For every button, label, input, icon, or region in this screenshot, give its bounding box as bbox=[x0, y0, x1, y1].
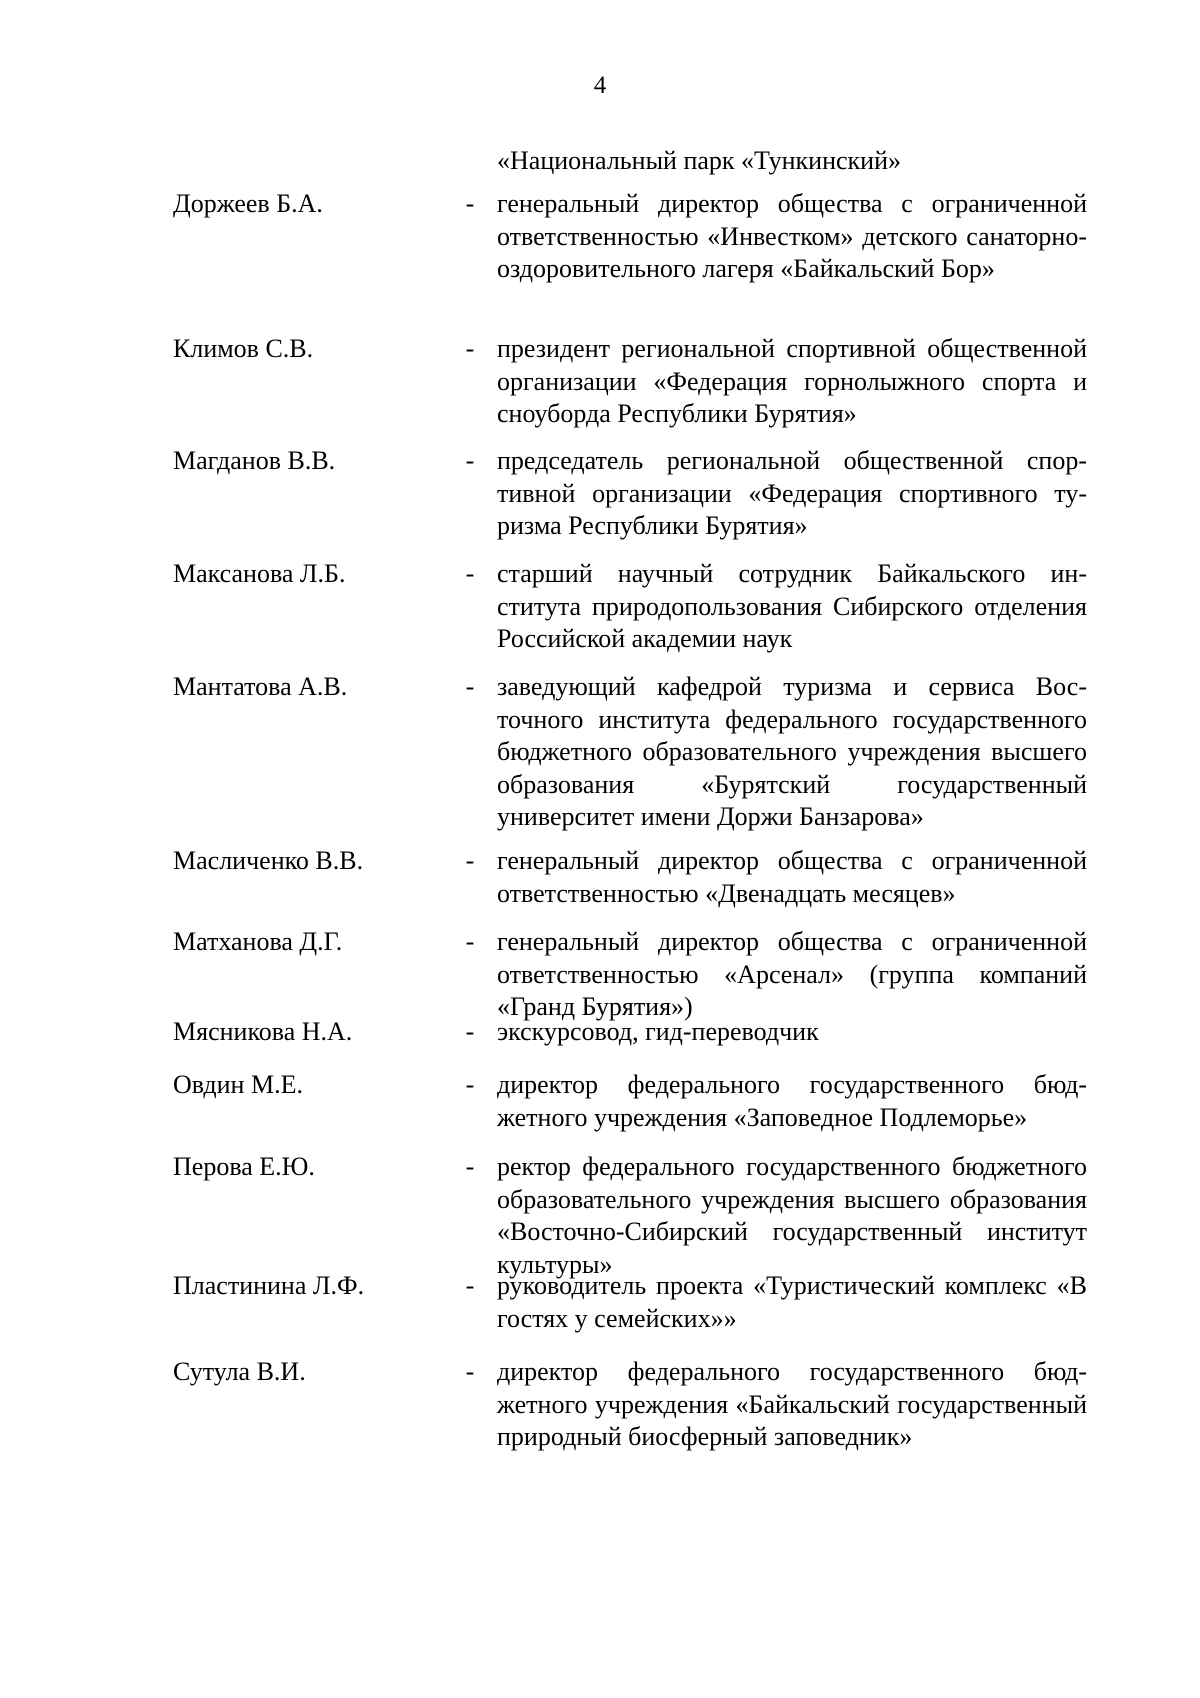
member-dash: - bbox=[465, 559, 475, 588]
member-dash: - bbox=[465, 1271, 475, 1300]
member-description: председатель региональной общественной спортивной организации «Федерация спортивного туризма Республики Бурятия» bbox=[497, 446, 1087, 540]
member-dash: - bbox=[465, 846, 475, 875]
member-description: генеральный директор общества с ограниченной ответственностью «Двенадцать месяцев» bbox=[497, 846, 1087, 908]
member-description: генеральный директор общества с ограниченной ответственностью «Арсенал» (группа компаний «Гранд Бурятия») bbox=[497, 927, 1087, 1021]
member-description: директор федерального государственного бюджетного учреждения «Байкальский государственный природный биосферный заповедник» bbox=[497, 1357, 1087, 1451]
member-name: Пластинина Л.Ф. bbox=[173, 1271, 365, 1300]
intro-text: «Национальный парк «Тункинский» bbox=[497, 146, 902, 175]
member-dash: - bbox=[465, 1152, 475, 1181]
member-name: Мантатова А.В. bbox=[173, 672, 348, 701]
member-description: старший научный сотрудник Байкальского института природопользования Сибирского отделения Российской академии наук bbox=[497, 559, 1087, 653]
member-name: Мясникова Н.А. bbox=[173, 1017, 353, 1046]
member-description: заведующий кафедрой туризма и сервиса Восточного института федерального государственного бюджетного образовательного учреждения высшего образования «Бурятский государственный университет имени Доржи Банзарова» bbox=[497, 672, 1087, 831]
member-name: Климов С.В. bbox=[173, 334, 314, 363]
member-dash: - bbox=[465, 189, 475, 218]
member-description: генеральный директор общества с ограниченной ответственностью «Инвестком» детского санаторно-оздоровительного лагеря «Байкальский Бор» bbox=[497, 189, 1087, 283]
page-number: 4 bbox=[593, 72, 607, 99]
member-name: Перова Е.Ю. bbox=[173, 1152, 315, 1181]
member-dash: - bbox=[465, 672, 475, 701]
member-name: Доржеев Б.А. bbox=[173, 189, 323, 218]
member-dash: - bbox=[465, 334, 475, 363]
member-name: Матханова Д.Г. bbox=[173, 927, 343, 956]
member-dash: - bbox=[465, 446, 475, 475]
member-dash: - bbox=[465, 1017, 475, 1046]
member-description: директор федерального государственного бюджетного учреждения «Заповедное Подлеморье» bbox=[497, 1070, 1087, 1132]
member-name: Магданов В.В. bbox=[173, 446, 336, 475]
member-description: президент региональной спортивной общественной организации «Федерация горнолыжного спорта и сноуборда Республики Бурятия» bbox=[497, 334, 1087, 428]
member-name: Максанова Л.Б. bbox=[173, 559, 346, 588]
member-dash: - bbox=[465, 1357, 475, 1386]
member-dash: - bbox=[465, 1070, 475, 1099]
member-name: Овдин М.Е. bbox=[173, 1070, 303, 1099]
member-description: ректор федерального государственного бюджетного образовательного учреждения высшего образования «Восточно-Сибирский государственный институт культуры» bbox=[497, 1152, 1087, 1279]
member-description: руководитель проекта «Туристический комплекс «В гостях у семейских»» bbox=[497, 1271, 1087, 1333]
member-dash: - bbox=[465, 927, 475, 956]
member-name: Масличенко В.В. bbox=[173, 846, 364, 875]
member-description: экскурсовод, гид-переводчик bbox=[497, 1017, 819, 1046]
member-name: Сутула В.И. bbox=[173, 1357, 306, 1386]
